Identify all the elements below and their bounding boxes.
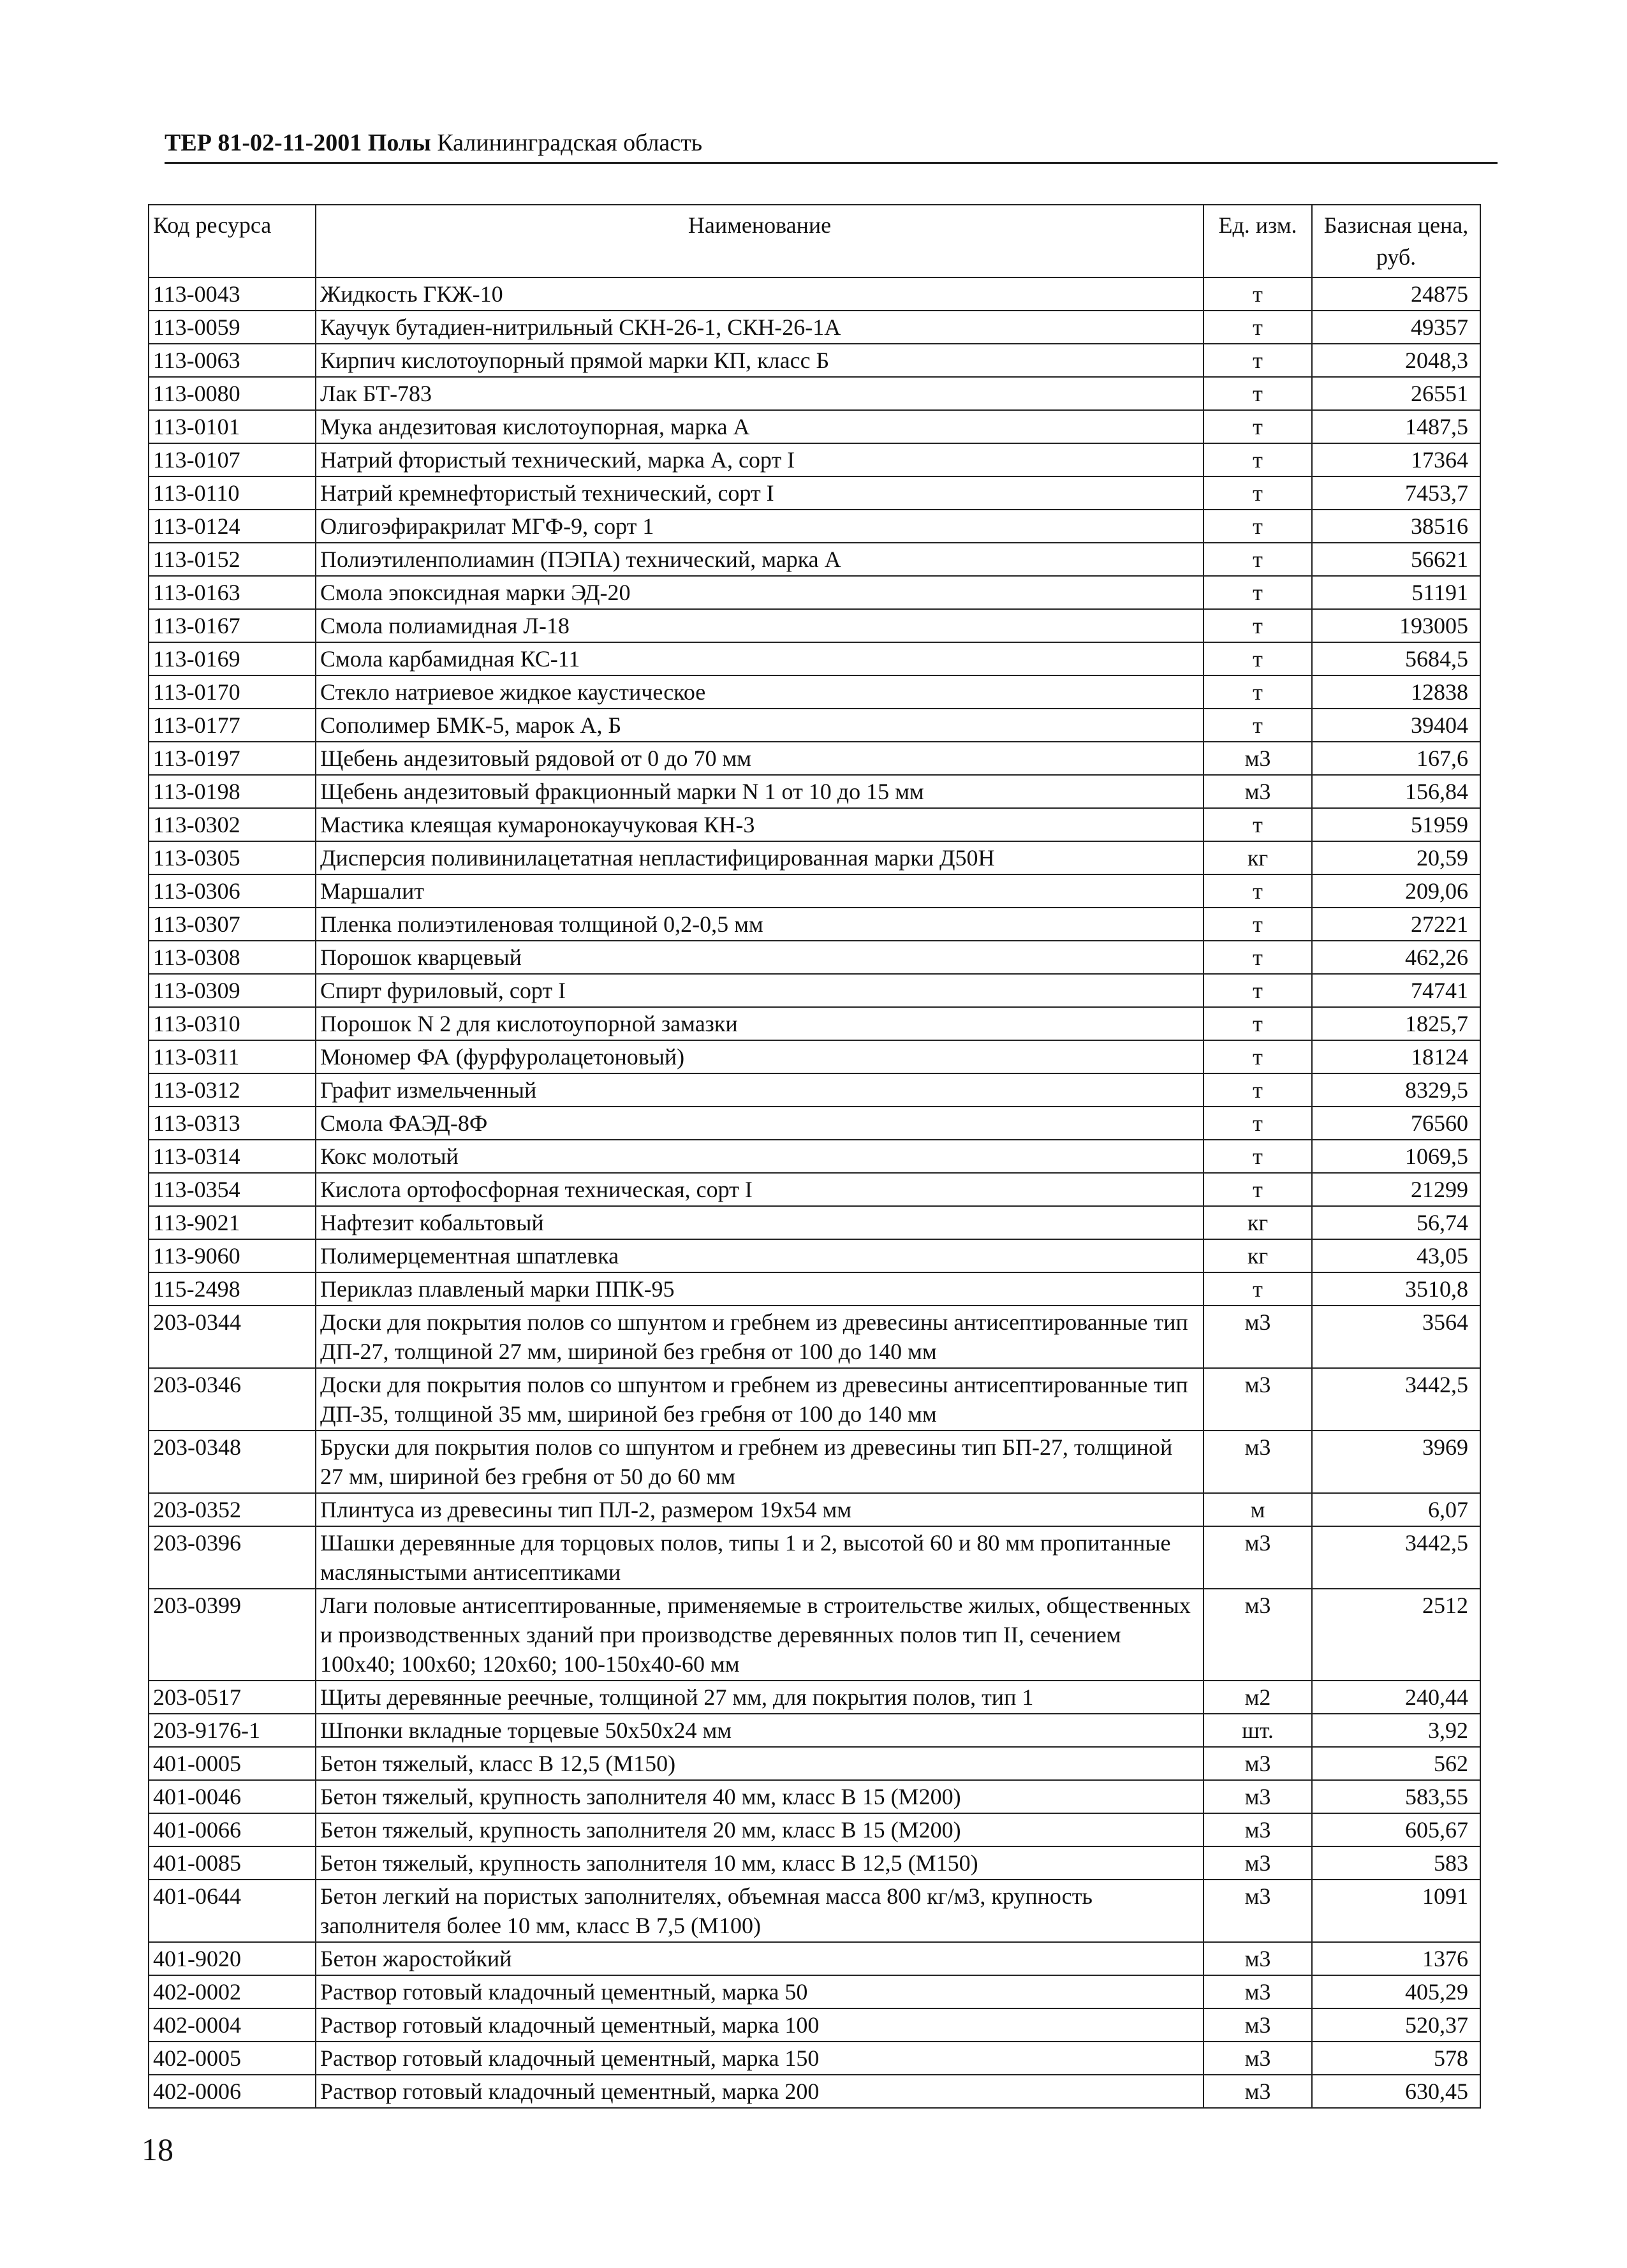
resource-name-cell: Полимерцементная шпатлевка xyxy=(316,1239,1204,1272)
resource-code-cell: 113-0311 xyxy=(149,1040,316,1073)
unit-cell: т xyxy=(1204,1073,1312,1107)
price-cell: 583,55 xyxy=(1312,1780,1480,1813)
price-cell: 578 xyxy=(1312,2042,1480,2075)
table-row xyxy=(149,609,1480,642)
resource-name-cell: Лак БТ-783 xyxy=(316,377,1204,410)
table-row xyxy=(149,1846,1480,1880)
resource-code-cell: 203-0346 xyxy=(149,1368,316,1431)
resource-name-cell: Периклаз плавленый марки ППК-95 xyxy=(316,1272,1204,1306)
price-cell: 1069,5 xyxy=(1312,1140,1480,1173)
resource-name-cell: Лаги половые антисептированные, применяемые в строительстве жилых, общественных и производственных зданий при производстве деревянных полов тип II, сечением 100х40; 100х60; 120х60; 100-150х40-60 мм xyxy=(316,1589,1204,1681)
resource-code-cell: 113-0163 xyxy=(149,576,316,609)
table-row xyxy=(149,2042,1480,2075)
price-cell: 18124 xyxy=(1312,1040,1480,1073)
unit-cell: т xyxy=(1204,277,1312,311)
resource-code-cell: 113-0110 xyxy=(149,476,316,510)
price-cell: 6,07 xyxy=(1312,1493,1480,1526)
resource-name-cell: Олигоэфиракрилат МГФ-9, сорт 1 xyxy=(316,510,1204,543)
table-row xyxy=(149,2075,1480,2108)
resource-name-cell: Бетон тяжелый, крупность заполнителя 10 мм, класс В 12,5 (М150) xyxy=(316,1846,1204,1880)
price-cell: 3,92 xyxy=(1312,1714,1480,1747)
resource-name-cell: Натрий фтористый технический, марка А, сорт I xyxy=(316,443,1204,476)
resource-name-cell: Раствор готовый кладочный цементный, марка 50 xyxy=(316,1975,1204,2008)
table-row xyxy=(149,410,1480,443)
resource-name-cell: Мастика клеящая кумаронокаучуковая КН-3 xyxy=(316,808,1204,841)
resource-code-cell: 113-0310 xyxy=(149,1007,316,1040)
unit-cell: м3 xyxy=(1204,2042,1312,2075)
unit-cell: шт. xyxy=(1204,1714,1312,1747)
table-row xyxy=(149,874,1480,908)
resource-name-cell: Каучук бутадиен-нитрильный СКН-26-1, СКН-26-1А xyxy=(316,311,1204,344)
price-cell: 193005 xyxy=(1312,609,1480,642)
unit-cell: т xyxy=(1204,808,1312,841)
price-cell: 43,05 xyxy=(1312,1239,1480,1272)
table-row xyxy=(149,443,1480,476)
resource-code-cell: 401-0046 xyxy=(149,1780,316,1813)
resource-name-cell: Смола ФАЭД-8Ф xyxy=(316,1107,1204,1140)
resource-code-cell: 113-0169 xyxy=(149,642,316,675)
resource-name-cell: Пленка полиэтиленовая толщиной 0,2-0,5 мм xyxy=(316,908,1204,941)
resource-code-cell: 113-0308 xyxy=(149,941,316,974)
unit-cell: т xyxy=(1204,543,1312,576)
resource-code-cell: 113-9021 xyxy=(149,1206,316,1239)
header-divider xyxy=(165,162,1498,164)
resource-code-cell: 113-0354 xyxy=(149,1173,316,1206)
table-row xyxy=(149,1813,1480,1846)
unit-cell: т xyxy=(1204,377,1312,410)
table-row xyxy=(149,808,1480,841)
table-row xyxy=(149,277,1480,311)
table-row xyxy=(149,1681,1480,1714)
column-header-price: Базисная цена, руб. xyxy=(1312,205,1480,277)
table-row xyxy=(149,675,1480,709)
unit-cell: м3 xyxy=(1204,1813,1312,1846)
resource-name-cell: Доски для покрытия полов со шпунтом и гребнем из древесины антисептированные тип ДП-27, толщиной 27 мм, шириной без гребня от 100 до 140 мм xyxy=(316,1306,1204,1368)
table-row xyxy=(149,311,1480,344)
region-name: Калининградская область xyxy=(437,129,703,156)
unit-cell: м3 xyxy=(1204,1526,1312,1589)
table-row xyxy=(149,908,1480,941)
unit-cell: кг xyxy=(1204,1239,1312,1272)
price-cell: 27221 xyxy=(1312,908,1480,941)
table-row xyxy=(149,1306,1480,1368)
unit-cell: м3 xyxy=(1204,1306,1312,1368)
table-row xyxy=(149,1239,1480,1272)
unit-cell: м3 xyxy=(1204,1942,1312,1975)
table-row xyxy=(149,510,1480,543)
resource-code-cell: 203-0517 xyxy=(149,1681,316,1714)
resource-name-cell: Мука андезитовая кислотоупорная, марка А xyxy=(316,410,1204,443)
resource-code-cell: 401-0066 xyxy=(149,1813,316,1846)
table-row xyxy=(149,543,1480,576)
unit-cell: т xyxy=(1204,410,1312,443)
resource-name-cell: Щебень андезитовый рядовой от 0 до 70 мм xyxy=(316,742,1204,775)
resource-name-cell: Дисперсия поливинилацетатная непластифицированная марки Д50Н xyxy=(316,841,1204,874)
resource-name-cell: Раствор готовый кладочный цементный, марка 100 xyxy=(316,2008,1204,2042)
resource-code-cell: 113-9060 xyxy=(149,1239,316,1272)
table-row xyxy=(149,974,1480,1007)
unit-cell: м3 xyxy=(1204,1975,1312,2008)
resource-name-cell: Кокс молотый xyxy=(316,1140,1204,1173)
resource-name-cell: Щиты деревянные реечные, толщиной 27 мм, для покрытия полов, тип 1 xyxy=(316,1681,1204,1714)
resource-name-cell: Щебень андезитовый фракционный марки N 1 от 10 до 15 мм xyxy=(316,775,1204,808)
resource-code-cell: 402-0005 xyxy=(149,2042,316,2075)
table-row xyxy=(149,1206,1480,1239)
table-row xyxy=(149,1272,1480,1306)
table-row xyxy=(149,377,1480,410)
price-cell: 38516 xyxy=(1312,510,1480,543)
resource-name-cell: Кирпич кислотоупорный прямой марки КП, класс Б xyxy=(316,344,1204,377)
unit-cell: т xyxy=(1204,642,1312,675)
resource-name-cell: Раствор готовый кладочный цементный, марка 200 xyxy=(316,2075,1204,2108)
unit-cell: м3 xyxy=(1204,1431,1312,1493)
table-row xyxy=(149,642,1480,675)
resource-code-cell: 113-0198 xyxy=(149,775,316,808)
unit-cell: т xyxy=(1204,1007,1312,1040)
table-row xyxy=(149,709,1480,742)
table-row xyxy=(149,1526,1480,1589)
resource-name-cell: Маршалит xyxy=(316,874,1204,908)
resource-code-cell: 203-0352 xyxy=(149,1493,316,1526)
resource-code-cell: 203-9176-1 xyxy=(149,1714,316,1747)
table-row xyxy=(149,1942,1480,1975)
resource-name-cell: Бетон жаростойкий xyxy=(316,1942,1204,1975)
document-code: ТЕР 81-02-11-2001 Полы xyxy=(165,129,431,156)
table-row xyxy=(149,1073,1480,1107)
table-row xyxy=(149,344,1480,377)
resource-name-cell: Бетон тяжелый, класс В 12,5 (М150) xyxy=(316,1747,1204,1780)
table-row xyxy=(149,775,1480,808)
resource-name-cell: Мономер ФА (фурфуролацетоновый) xyxy=(316,1040,1204,1073)
unit-cell: т xyxy=(1204,1173,1312,1206)
price-cell: 209,06 xyxy=(1312,874,1480,908)
price-cell: 3442,5 xyxy=(1312,1368,1480,1431)
resource-code-cell: 402-0002 xyxy=(149,1975,316,2008)
table-row xyxy=(149,742,1480,775)
unit-cell: м3 xyxy=(1204,1589,1312,1681)
unit-cell: т xyxy=(1204,1272,1312,1306)
table-row xyxy=(149,1431,1480,1493)
price-cell: 3969 xyxy=(1312,1431,1480,1493)
resource-name-cell: Стекло натриевое жидкое каустическое xyxy=(316,675,1204,709)
resource-name-cell: Шпонки вкладные торцевые 50х50х24 мм xyxy=(316,1714,1204,1747)
resource-name-cell: Порошок кварцевый xyxy=(316,941,1204,974)
price-cell: 3564 xyxy=(1312,1306,1480,1368)
column-header-code: Код ресурса xyxy=(149,205,316,277)
table-row xyxy=(149,1007,1480,1040)
price-cell: 156,84 xyxy=(1312,775,1480,808)
price-cell: 7453,7 xyxy=(1312,476,1480,510)
table-row xyxy=(149,1780,1480,1813)
unit-cell: т xyxy=(1204,675,1312,709)
price-cell: 1376 xyxy=(1312,1942,1480,1975)
price-cell: 8329,5 xyxy=(1312,1073,1480,1107)
unit-cell: м3 xyxy=(1204,1846,1312,1880)
resource-code-cell: 113-0063 xyxy=(149,344,316,377)
resource-code-cell: 401-0644 xyxy=(149,1880,316,1942)
price-cell: 605,67 xyxy=(1312,1813,1480,1846)
price-cell: 562 xyxy=(1312,1747,1480,1780)
resource-code-cell: 113-0107 xyxy=(149,443,316,476)
table-row xyxy=(149,2008,1480,2042)
resource-name-cell: Кислота ортофосфорная техническая, сорт I xyxy=(316,1173,1204,1206)
resource-code-cell: 113-0309 xyxy=(149,974,316,1007)
page-header xyxy=(165,128,1498,158)
price-cell: 462,26 xyxy=(1312,941,1480,974)
unit-cell: т xyxy=(1204,974,1312,1007)
resource-code-cell: 113-0305 xyxy=(149,841,316,874)
unit-cell: м xyxy=(1204,1493,1312,1526)
column-header-name: Наименование xyxy=(316,205,1204,277)
table-row xyxy=(149,1747,1480,1780)
resource-name-cell: Раствор готовый кладочный цементный, марка 150 xyxy=(316,2042,1204,2075)
price-cell: 1487,5 xyxy=(1312,410,1480,443)
resource-code-cell: 401-0005 xyxy=(149,1747,316,1780)
resource-code-cell: 113-0306 xyxy=(149,874,316,908)
table-row xyxy=(149,476,1480,510)
resource-code-cell: 113-0167 xyxy=(149,609,316,642)
unit-cell: м3 xyxy=(1204,1368,1312,1431)
table-row xyxy=(149,1107,1480,1140)
table-row xyxy=(149,1140,1480,1173)
resource-name-cell: Бетон легкий на пористых заполнителях, объемная масса 800 кг/м3, крупность заполнителя более 10 мм, класс В 7,5 (М100) xyxy=(316,1880,1204,1942)
unit-cell: м3 xyxy=(1204,1880,1312,1942)
resource-name-cell: Смола полиамидная Л-18 xyxy=(316,609,1204,642)
resource-code-cell: 203-0348 xyxy=(149,1431,316,1493)
price-cell: 24875 xyxy=(1312,277,1480,311)
unit-cell: т xyxy=(1204,941,1312,974)
unit-cell: м3 xyxy=(1204,1780,1312,1813)
resource-name-cell: Графит измельченный xyxy=(316,1073,1204,1107)
unit-cell: м2 xyxy=(1204,1681,1312,1714)
resource-code-cell: 113-0059 xyxy=(149,311,316,344)
resource-code-cell: 113-0124 xyxy=(149,510,316,543)
resource-name-cell: Нафтезит кобальтовый xyxy=(316,1206,1204,1239)
price-cell: 20,59 xyxy=(1312,841,1480,874)
unit-cell: т xyxy=(1204,476,1312,510)
resource-code-cell: 113-0302 xyxy=(149,808,316,841)
resource-code-cell: 113-0170 xyxy=(149,675,316,709)
resource-code-cell: 113-0101 xyxy=(149,410,316,443)
table-row xyxy=(149,1368,1480,1431)
table-row xyxy=(149,1589,1480,1681)
unit-cell: м3 xyxy=(1204,2075,1312,2108)
table-row xyxy=(149,1493,1480,1526)
resource-name-cell: Спирт фуриловый, сорт I xyxy=(316,974,1204,1007)
resource-code-cell: 113-0314 xyxy=(149,1140,316,1173)
unit-cell: м3 xyxy=(1204,1747,1312,1780)
table-row xyxy=(149,1040,1480,1073)
unit-cell: м3 xyxy=(1204,742,1312,775)
table-row xyxy=(149,1714,1480,1747)
price-cell: 74741 xyxy=(1312,974,1480,1007)
unit-cell: м3 xyxy=(1204,2008,1312,2042)
unit-cell: кг xyxy=(1204,1206,1312,1239)
resource-name-cell: Полиэтиленполиамин (ПЭПА) технический, марка А xyxy=(316,543,1204,576)
table-body xyxy=(149,277,1480,2108)
price-cell: 583 xyxy=(1312,1846,1480,1880)
resource-code-cell: 203-0396 xyxy=(149,1526,316,1589)
price-cell: 240,44 xyxy=(1312,1681,1480,1714)
price-cell: 5684,5 xyxy=(1312,642,1480,675)
price-cell: 49357 xyxy=(1312,311,1480,344)
price-cell: 76560 xyxy=(1312,1107,1480,1140)
unit-cell: т xyxy=(1204,1040,1312,1073)
resource-name-cell: Бетон тяжелый, крупность заполнителя 20 мм, класс В 15 (М200) xyxy=(316,1813,1204,1846)
unit-cell: кг xyxy=(1204,841,1312,874)
unit-cell: т xyxy=(1204,874,1312,908)
price-cell: 1825,7 xyxy=(1312,1007,1480,1040)
resource-name-cell: Смола карбамидная КС-11 xyxy=(316,642,1204,675)
table-header-row xyxy=(149,205,1480,277)
table-row xyxy=(149,1880,1480,1942)
resource-name-cell: Бетон тяжелый, крупность заполнителя 40 мм, класс В 15 (М200) xyxy=(316,1780,1204,1813)
price-cell: 17364 xyxy=(1312,443,1480,476)
resource-code-cell: 113-0313 xyxy=(149,1107,316,1140)
table-row xyxy=(149,1173,1480,1206)
unit-cell: т xyxy=(1204,344,1312,377)
resource-code-cell: 113-0312 xyxy=(149,1073,316,1107)
unit-cell: т xyxy=(1204,908,1312,941)
page-number: 18 xyxy=(142,2132,173,2167)
table-row xyxy=(149,1975,1480,2008)
resource-name-cell: Сополимер БМК-5, марок А, Б xyxy=(316,709,1204,742)
column-header-unit: Ед. изм. xyxy=(1204,205,1312,277)
resource-code-cell: 115-2498 xyxy=(149,1272,316,1306)
resource-name-cell: Шашки деревянные для торцовых полов, типы 1 и 2, высотой 60 и 80 мм пропитанные масляныстыми антисептиками xyxy=(316,1526,1204,1589)
price-cell: 21299 xyxy=(1312,1173,1480,1206)
resource-code-cell: 113-0080 xyxy=(149,377,316,410)
resource-code-cell: 203-0399 xyxy=(149,1589,316,1681)
price-cell: 630,45 xyxy=(1312,2075,1480,2108)
resource-name-cell: Бруски для покрытия полов со шпунтом и гребнем из древесины тип БП-27, толщиной 27 мм, шириной без гребня от 50 до 60 мм xyxy=(316,1431,1204,1493)
price-cell: 56,74 xyxy=(1312,1206,1480,1239)
resource-code-cell: 401-9020 xyxy=(149,1942,316,1975)
resource-name-cell: Плинтуса из древесины тип ПЛ-2, размером 19х54 мм xyxy=(316,1493,1204,1526)
resource-name-cell: Смола эпоксидная марки ЭД-20 xyxy=(316,576,1204,609)
resource-name-cell: Доски для покрытия полов со шпунтом и гребнем из древесины антисептированные тип ДП-35, толщиной 35 мм, шириной без гребня от 100 до 140 мм xyxy=(316,1368,1204,1431)
price-cell: 2048,3 xyxy=(1312,344,1480,377)
resource-name-cell: Порошок N 2 для кислотоупорной замазки xyxy=(316,1007,1204,1040)
resource-code-cell: 402-0004 xyxy=(149,2008,316,2042)
resource-code-cell: 113-0177 xyxy=(149,709,316,742)
price-cell: 2512 xyxy=(1312,1589,1480,1681)
unit-cell: т xyxy=(1204,609,1312,642)
resource-name-cell: Жидкость ГКЖ-10 xyxy=(316,277,1204,311)
price-cell: 405,29 xyxy=(1312,1975,1480,2008)
resource-price-table xyxy=(148,204,1481,2109)
table-row xyxy=(149,941,1480,974)
table-row xyxy=(149,841,1480,874)
unit-cell: т xyxy=(1204,576,1312,609)
unit-cell: т xyxy=(1204,443,1312,476)
price-cell: 51959 xyxy=(1312,808,1480,841)
unit-cell: т xyxy=(1204,1107,1312,1140)
price-cell: 3510,8 xyxy=(1312,1272,1480,1306)
price-cell: 51191 xyxy=(1312,576,1480,609)
resource-code-cell: 113-0152 xyxy=(149,543,316,576)
unit-cell: т xyxy=(1204,1140,1312,1173)
price-cell: 12838 xyxy=(1312,675,1480,709)
price-cell: 1091 xyxy=(1312,1880,1480,1942)
unit-cell: м3 xyxy=(1204,775,1312,808)
unit-cell: т xyxy=(1204,510,1312,543)
resource-code-cell: 113-0197 xyxy=(149,742,316,775)
price-cell: 167,6 xyxy=(1312,742,1480,775)
resource-code-cell: 113-0307 xyxy=(149,908,316,941)
resource-name-cell: Натрий кремнефтористый технический, сорт I xyxy=(316,476,1204,510)
price-cell: 56621 xyxy=(1312,543,1480,576)
price-cell: 26551 xyxy=(1312,377,1480,410)
price-cell: 39404 xyxy=(1312,709,1480,742)
unit-cell: т xyxy=(1204,311,1312,344)
resource-code-cell: 401-0085 xyxy=(149,1846,316,1880)
unit-cell: т xyxy=(1204,709,1312,742)
resource-code-cell: 402-0006 xyxy=(149,2075,316,2108)
resource-code-cell: 113-0043 xyxy=(149,277,316,311)
table-row xyxy=(149,576,1480,609)
price-cell: 3442,5 xyxy=(1312,1526,1480,1589)
price-cell: 520,37 xyxy=(1312,2008,1480,2042)
resource-code-cell: 203-0344 xyxy=(149,1306,316,1368)
